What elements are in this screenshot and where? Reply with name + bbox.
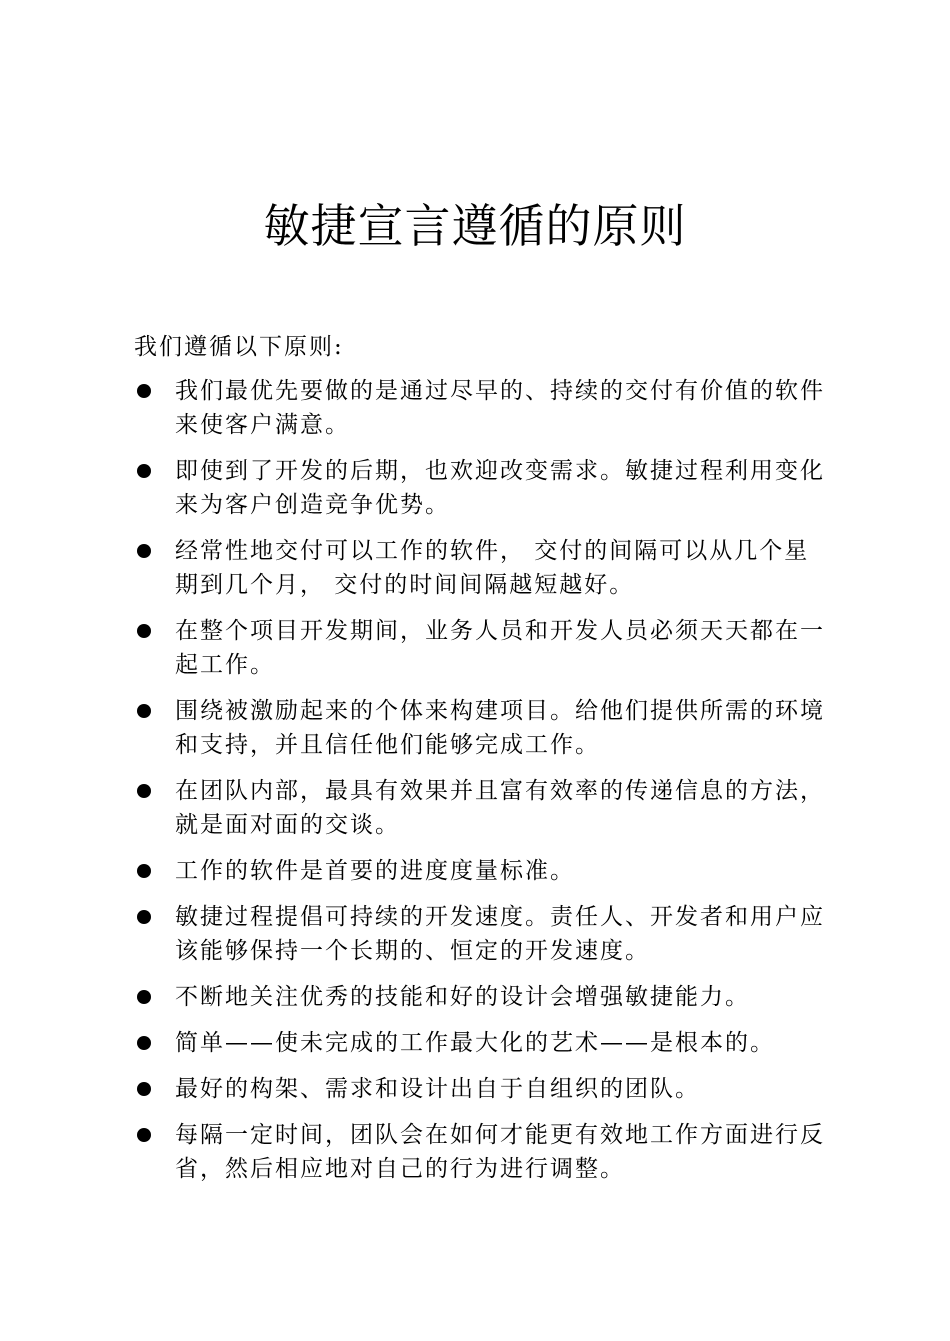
- list-item-text: 敏捷过程提倡可持续的开发速度。责任人、开发者和用户应该能够保持一个长期的、恒定的开发速度。: [175, 904, 825, 964]
- list-item: [134, 694, 834, 762]
- intro-text: 我们遵循以下原则:: [134, 334, 344, 360]
- list-item-text: 不断地关注优秀的技能和好的设计会增强敏捷能力。: [175, 984, 750, 1010]
- list-item: [134, 1072, 834, 1106]
- list-item: [134, 1026, 834, 1060]
- bullet-icon: [137, 910, 151, 924]
- list-item-text: 围绕被激励起来的个体来构建项目。给他们提供所需的环境和支持，并且信任他们能够完成工作。: [175, 698, 825, 758]
- list-item-text: 在整个项目开发期间，业务人员和开发人员必须天天都在一起工作。: [175, 618, 825, 678]
- bullet-icon: [137, 544, 151, 558]
- list-item-text: 每隔一定时间，团队会在如何才能更有效地工作方面进行反省，然后相应地对自己的行为进行调整。: [175, 1122, 825, 1182]
- list-item-text: 在团队内部，最具有效果并且富有效率的传递信息的方法，就是面对面的交谈。: [175, 778, 825, 838]
- bullet-icon: [137, 1128, 151, 1142]
- bullet-icon: [137, 1082, 151, 1096]
- list-item: [134, 774, 834, 842]
- bullet-icon: [137, 704, 151, 718]
- bullet-icon: [137, 990, 151, 1004]
- bullet-icon: [137, 1036, 151, 1050]
- list-item-text: 工作的软件是首要的进度度量标准。: [175, 858, 575, 884]
- list-item-text: 简单——使未完成的工作最大化的艺术——是根本的。: [175, 1030, 775, 1056]
- bullet-icon: [137, 784, 151, 798]
- list-item-text: 经常性地交付可以工作的软件， 交付的间隔可以从几个星期到几个月， 交付的时间间隔越短越好。: [175, 538, 810, 598]
- list-item: [134, 454, 834, 522]
- list-item: [134, 1118, 834, 1186]
- bullet-icon: [137, 464, 151, 478]
- page-title: 敏捷宣言遵循的原则: [263, 199, 687, 253]
- bullet-icon: [137, 624, 151, 638]
- list-item-text: 即使到了开发的后期，也欢迎改变需求。敏捷过程利用变化来为客户创造竞争优势。: [175, 458, 825, 518]
- list-item: [134, 854, 834, 888]
- principles-list: [134, 374, 834, 1198]
- list-item: [134, 534, 834, 602]
- list-item: [134, 900, 834, 968]
- bullet-icon: [137, 384, 151, 398]
- list-item-text: 我们最优先要做的是通过尽早的、持续的交付有价值的软件来使客户满意。: [175, 378, 825, 438]
- list-item-text: 最好的构架、需求和设计出自于自组织的团队。: [175, 1076, 700, 1102]
- list-item: [134, 374, 834, 442]
- bullet-icon: [137, 864, 151, 878]
- list-item: [134, 614, 834, 682]
- list-item: [134, 980, 834, 1014]
